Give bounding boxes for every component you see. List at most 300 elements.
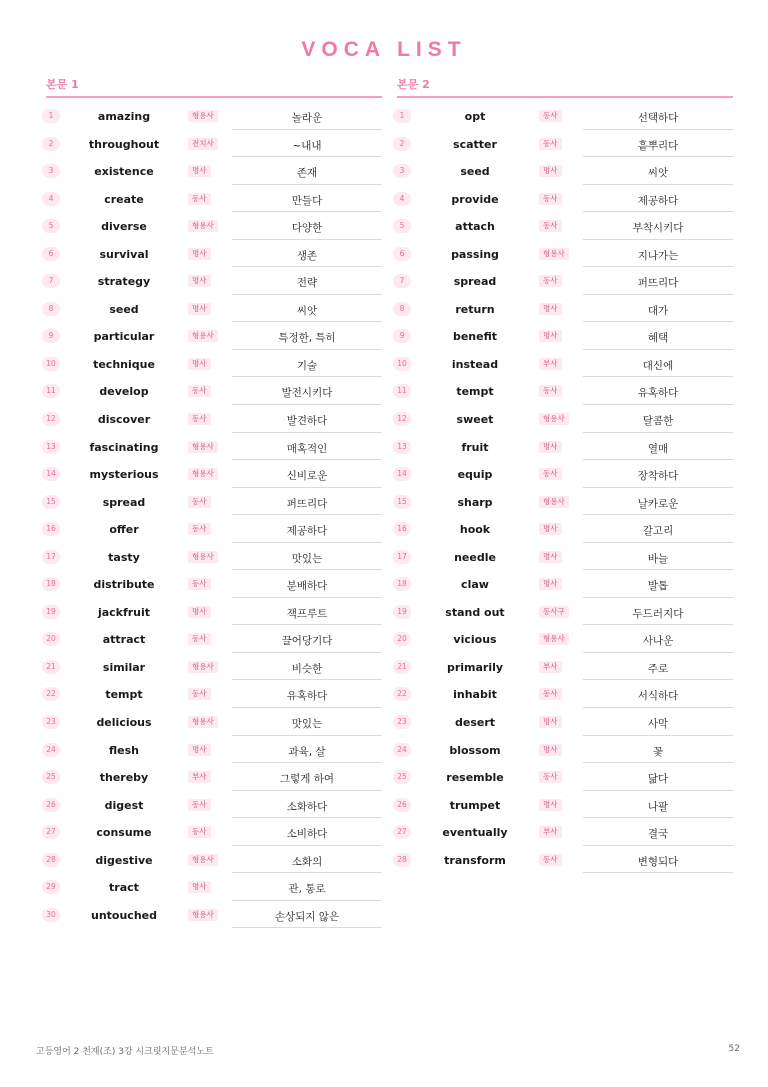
korean-meaning: 사막 <box>647 718 669 731</box>
entry-number: 28 <box>393 853 411 867</box>
vocab-row <box>397 433 733 461</box>
korean-meaning: 혜택 <box>647 332 669 345</box>
part-of-speech-badge: 형용사 <box>539 496 569 508</box>
english-word: benefit <box>452 330 498 344</box>
entry-number: 22 <box>393 687 411 701</box>
korean-meaning: 발견하다 <box>286 415 328 428</box>
korean-meaning: 대가 <box>647 304 669 317</box>
korean-meaning: 존재 <box>296 167 318 180</box>
english-word: tasty <box>108 550 140 564</box>
english-word: distribute <box>93 578 155 592</box>
entry-number: 24 <box>42 743 60 757</box>
entry-number: 1 <box>393 109 411 123</box>
part-of-speech-badge: 형용사 <box>188 661 218 673</box>
english-word: claw <box>461 578 489 592</box>
korean-meaning: 결국 <box>647 828 669 841</box>
korean-meaning: 발톱 <box>647 580 669 593</box>
korean-meaning: 기술 <box>296 359 318 372</box>
entry-number: 27 <box>42 825 60 839</box>
entry-number: 26 <box>42 798 60 812</box>
part-of-speech-badge: 명사 <box>539 523 562 535</box>
vocab-row <box>46 240 382 268</box>
korean-meaning: 두드러지다 <box>632 607 684 620</box>
part-of-speech-badge: 동사 <box>188 633 211 645</box>
vocab-row <box>397 736 733 764</box>
korean-meaning: 유혹하다 <box>286 690 328 703</box>
english-word: develop <box>99 385 149 399</box>
vocab-row <box>397 267 733 295</box>
vocab-row <box>397 488 733 516</box>
korean-meaning: 관, 통로 <box>288 883 326 896</box>
part-of-speech-badge: 동사 <box>188 193 211 205</box>
korean-meaning: 흩뿌리다 <box>637 139 679 152</box>
vocab-row <box>46 212 382 240</box>
entry-number: 4 <box>42 192 60 206</box>
korean-meaning: 전략 <box>296 277 318 290</box>
entry-number: 20 <box>42 632 60 646</box>
entry-number: 18 <box>42 577 60 591</box>
english-word: spread <box>453 275 497 289</box>
entry-number: 19 <box>42 605 60 619</box>
korean-meaning: 지나가는 <box>637 249 679 262</box>
part-of-speech-badge: 명사 <box>539 551 562 563</box>
english-word: instead <box>451 357 499 371</box>
vocab-row <box>397 818 733 846</box>
english-word: offer <box>109 523 139 537</box>
english-word: trumpet <box>449 798 501 812</box>
entry-number: 9 <box>393 329 411 343</box>
entry-number: 22 <box>42 687 60 701</box>
part-of-speech-badge: 부사 <box>539 826 562 838</box>
entry-number: 3 <box>42 164 60 178</box>
korean-meaning: 잭프루트 <box>286 607 328 620</box>
vocab-row <box>46 295 382 323</box>
korean-meaning: 씨앗 <box>647 167 669 180</box>
part-of-speech-badge: 명사 <box>188 881 211 893</box>
entry-number: 10 <box>393 357 411 371</box>
entry-number: 24 <box>393 743 411 757</box>
vocab-row <box>46 736 382 764</box>
part-of-speech-badge: 동사 <box>188 826 211 838</box>
vocab-row <box>397 240 733 268</box>
english-word: seed <box>109 302 139 316</box>
part-of-speech-badge: 형용사 <box>539 633 569 645</box>
korean-meaning: 생존 <box>296 249 318 262</box>
entry-number: 16 <box>393 522 411 536</box>
part-of-speech-badge: 명사 <box>188 358 211 370</box>
entry-number: 21 <box>42 660 60 674</box>
page-title: VOCA LIST <box>301 38 467 61</box>
vocab-row <box>397 791 733 819</box>
korean-meaning: 날카로운 <box>637 497 679 510</box>
entry-number: 29 <box>42 880 60 894</box>
part-of-speech-badge: 동사 <box>188 496 211 508</box>
entry-number: 20 <box>393 632 411 646</box>
entry-number: 4 <box>393 192 411 206</box>
english-word: equip <box>457 468 493 482</box>
entry-number: 12 <box>42 412 60 426</box>
part-of-speech-badge: 동사구 <box>539 606 569 618</box>
part-of-speech-badge: 형용사 <box>188 716 218 728</box>
english-word: tempt <box>456 385 494 399</box>
entry-number: 13 <box>393 440 411 454</box>
footer-source: 고등영어 2 천재(조) 3강 시크릿지문분석노트 <box>36 1047 214 1057</box>
english-word: discover <box>97 413 151 427</box>
korean-meaning: 매혹적인 <box>286 442 328 455</box>
part-of-speech-badge: 부사 <box>539 358 562 370</box>
vocab-row <box>46 598 382 626</box>
korean-meaning: 선택하다 <box>637 112 679 124</box>
korean-meaning: 소화하다 <box>286 800 328 813</box>
korean-meaning: 놀라운 <box>291 112 323 124</box>
part-of-speech-badge: 동사 <box>188 578 211 590</box>
vocab-list <box>397 102 733 873</box>
entry-number: 2 <box>42 137 60 151</box>
entry-number: 1 <box>42 109 60 123</box>
english-word: flesh <box>109 743 139 757</box>
english-word: vicious <box>453 633 497 647</box>
entry-number: 10 <box>42 357 60 371</box>
korean-meaning: 분배하다 <box>286 580 328 593</box>
part-of-speech-badge: 형용사 <box>188 110 218 122</box>
korean-meaning: 장착하다 <box>637 470 679 483</box>
entry-number: 17 <box>393 550 411 564</box>
part-of-speech-badge: 동사 <box>188 523 211 535</box>
entry-number: 19 <box>393 605 411 619</box>
korean-meaning: 과육, 살 <box>288 745 326 758</box>
part-of-speech-badge: 명사 <box>539 165 562 177</box>
english-word: amazing <box>97 110 151 123</box>
part-of-speech-badge: 명사 <box>188 606 211 618</box>
part-of-speech-badge: 동사 <box>539 688 562 700</box>
english-word: desert <box>454 716 496 730</box>
korean-meaning: 유혹하다 <box>637 387 679 400</box>
entry-number: 9 <box>42 329 60 343</box>
entry-number: 14 <box>393 467 411 481</box>
english-word: strategy <box>97 275 151 289</box>
english-word: throughout <box>88 137 160 151</box>
entry-number: 25 <box>42 770 60 784</box>
part-of-speech-badge: 명사 <box>188 165 211 177</box>
part-of-speech-badge: 동사 <box>539 275 562 287</box>
vocab-row <box>397 157 733 185</box>
entry-number: 18 <box>393 577 411 591</box>
vocab-row <box>46 818 382 846</box>
part-of-speech-badge: 명사 <box>539 303 562 315</box>
part-of-speech-badge: 동사 <box>188 413 211 425</box>
part-of-speech-badge: 명사 <box>539 578 562 590</box>
entry-number: 26 <box>393 798 411 812</box>
english-word: technique <box>93 357 155 371</box>
entry-number: 2 <box>393 137 411 151</box>
english-word: fascinating <box>89 440 159 454</box>
row-divider <box>232 927 382 928</box>
part-of-speech-badge: 명사 <box>539 441 562 453</box>
part-of-speech-badge: 전치사 <box>188 138 218 150</box>
vocab-row <box>46 873 382 901</box>
part-of-speech-badge: 부사 <box>188 771 211 783</box>
english-word: eventually <box>442 826 508 840</box>
part-of-speech-badge: 동사 <box>188 799 211 811</box>
korean-meaning: 다양한 <box>291 222 323 235</box>
part-of-speech-badge: 명사 <box>539 330 562 342</box>
entry-number: 30 <box>42 908 60 922</box>
entry-number: 5 <box>42 219 60 233</box>
vocab-row <box>397 350 733 378</box>
part-of-speech-badge: 명사 <box>539 744 562 756</box>
part-of-speech-badge: 형용사 <box>188 468 218 480</box>
korean-meaning: 특정한, 특히 <box>278 332 336 345</box>
vocab-row <box>397 460 733 488</box>
part-of-speech-badge: 명사 <box>539 799 562 811</box>
vocab-row <box>46 460 382 488</box>
korean-meaning: 달콤한 <box>642 415 674 428</box>
entry-number: 25 <box>393 770 411 784</box>
part-of-speech-badge: 동사 <box>539 385 562 397</box>
english-word: provide <box>451 192 499 206</box>
vocab-row <box>46 130 382 158</box>
entry-number: 15 <box>393 495 411 509</box>
part-of-speech-badge: 명사 <box>188 744 211 756</box>
vocab-row <box>397 322 733 350</box>
vocab-row <box>46 543 382 571</box>
part-of-speech-badge: 형용사 <box>188 330 218 342</box>
vocab-row <box>46 570 382 598</box>
part-of-speech-badge: 동사 <box>188 688 211 700</box>
korean-meaning: 그렇게 하여 <box>279 773 335 786</box>
korean-meaning: 제공하다 <box>286 525 328 538</box>
part-of-speech-badge: 형용사 <box>188 220 218 232</box>
vocab-row <box>46 350 382 378</box>
entry-number: 15 <box>42 495 60 509</box>
part-of-speech-badge: 형용사 <box>188 441 218 453</box>
korean-meaning: 맛있는 <box>291 552 323 565</box>
korean-meaning: 씨앗 <box>296 304 318 317</box>
entry-number: 5 <box>393 219 411 233</box>
vocab-section-1 <box>46 78 382 928</box>
english-word: attach <box>455 220 495 234</box>
english-word: similar <box>102 660 146 674</box>
vocab-row <box>397 708 733 736</box>
part-of-speech-badge: 명사 <box>539 716 562 728</box>
korean-meaning: 대신에 <box>642 359 674 372</box>
english-word: needle <box>454 550 496 564</box>
vocab-row <box>397 185 733 213</box>
korean-meaning: 나팔 <box>647 800 669 813</box>
entry-number: 11 <box>393 384 411 398</box>
vocab-row <box>397 130 733 158</box>
part-of-speech-badge: 동사 <box>539 220 562 232</box>
english-word: stand out <box>445 605 505 619</box>
vocab-row <box>46 625 382 653</box>
vocab-row <box>46 708 382 736</box>
part-of-speech-badge: 동사 <box>539 854 562 866</box>
korean-meaning: 퍼뜨리다 <box>286 497 328 510</box>
part-of-speech-badge: 형용사 <box>539 248 569 260</box>
entry-number: 7 <box>393 274 411 288</box>
korean-meaning: 손상되지 않은 <box>274 910 340 923</box>
vocab-row <box>397 763 733 791</box>
english-word: tempt <box>105 688 143 702</box>
vocab-row <box>46 515 382 543</box>
english-word: opt <box>464 110 486 123</box>
entry-number: 23 <box>393 715 411 729</box>
english-word: untouched <box>91 908 157 922</box>
vocab-row <box>46 488 382 516</box>
english-word: existence <box>94 165 154 179</box>
section-heading: 본문 2 <box>397 78 733 98</box>
vocab-row <box>397 680 733 708</box>
entry-number: 3 <box>393 164 411 178</box>
korean-meaning: 주로 <box>647 662 669 675</box>
part-of-speech-badge: 동사 <box>539 110 562 122</box>
english-word: seed <box>460 165 490 179</box>
english-word: jackfruit <box>97 605 151 619</box>
vocab-section-2 <box>397 78 733 873</box>
entry-number: 12 <box>393 412 411 426</box>
entry-number: 13 <box>42 440 60 454</box>
korean-meaning: 신비로운 <box>286 470 328 483</box>
korean-meaning: 소화의 <box>291 855 323 868</box>
korean-meaning: ~내내 <box>292 139 322 152</box>
entry-number: 21 <box>393 660 411 674</box>
vocab-row <box>46 846 382 874</box>
korean-meaning: 꽃 <box>652 745 664 758</box>
part-of-speech-badge: 동사 <box>539 771 562 783</box>
entry-number: 6 <box>393 247 411 261</box>
vocab-row <box>397 653 733 681</box>
korean-meaning: 서식하다 <box>637 690 679 703</box>
korean-meaning: 바늘 <box>647 552 669 565</box>
part-of-speech-badge: 형용사 <box>188 909 218 921</box>
entry-number: 28 <box>42 853 60 867</box>
english-word: scatter <box>453 137 497 151</box>
english-word: survival <box>99 247 149 261</box>
vocab-row <box>46 185 382 213</box>
vocab-row <box>397 598 733 626</box>
english-word: digest <box>104 798 144 812</box>
korean-meaning: 비슷한 <box>291 662 323 675</box>
vocab-row <box>397 377 733 405</box>
english-word: diverse <box>101 220 147 234</box>
part-of-speech-badge: 동사 <box>539 193 562 205</box>
entry-number: 11 <box>42 384 60 398</box>
vocab-row <box>46 680 382 708</box>
korean-meaning: 소비하다 <box>286 828 328 841</box>
entry-number: 27 <box>393 825 411 839</box>
english-word: blossom <box>449 743 501 757</box>
english-word: particular <box>93 330 155 344</box>
entry-number: 14 <box>42 467 60 481</box>
english-word: mysterious <box>89 468 159 482</box>
part-of-speech-badge: 형용사 <box>188 854 218 866</box>
vocab-row <box>46 157 382 185</box>
entry-number: 23 <box>42 715 60 729</box>
english-word: hook <box>459 523 491 537</box>
vocab-row <box>397 295 733 323</box>
part-of-speech-badge: 명사 <box>188 248 211 260</box>
part-of-speech-badge: 동사 <box>539 468 562 480</box>
english-word: digestive <box>95 853 153 867</box>
korean-meaning: 닮다 <box>647 773 669 786</box>
english-word: resemble <box>446 771 504 785</box>
vocab-row <box>46 763 382 791</box>
english-word: primarily <box>446 660 504 674</box>
vocab-row <box>46 405 382 433</box>
vocab-row <box>397 405 733 433</box>
vocab-row <box>397 543 733 571</box>
entry-number: 8 <box>393 302 411 316</box>
korean-meaning: 사나운 <box>642 635 674 648</box>
vocab-row <box>397 846 733 874</box>
part-of-speech-badge: 명사 <box>188 275 211 287</box>
part-of-speech-badge: 형용사 <box>539 413 569 425</box>
entry-number: 17 <box>42 550 60 564</box>
vocab-row <box>397 570 733 598</box>
page-number: 52 <box>728 1044 740 1054</box>
english-word: passing <box>451 247 499 261</box>
part-of-speech-badge: 동사 <box>188 385 211 397</box>
english-word: inhabit <box>453 688 497 702</box>
english-word: attract <box>102 633 146 647</box>
english-word: sharp <box>457 495 493 509</box>
english-word: delicious <box>96 716 152 730</box>
vocab-list <box>46 102 382 928</box>
vocab-row <box>46 322 382 350</box>
english-word: fruit <box>461 440 489 454</box>
vocab-row <box>46 791 382 819</box>
korean-meaning: 갈고리 <box>642 525 674 538</box>
korean-meaning: 끌어당기다 <box>281 635 333 648</box>
korean-meaning: 변형되다 <box>637 855 679 868</box>
section-heading: 본문 1 <box>46 78 382 98</box>
vocab-row <box>397 625 733 653</box>
korean-meaning: 열매 <box>647 442 669 455</box>
english-word: sweet <box>456 413 494 427</box>
entry-number: 8 <box>42 302 60 316</box>
korean-meaning: 제공하다 <box>637 194 679 207</box>
korean-meaning: 맛있는 <box>291 718 323 731</box>
vocab-row <box>46 267 382 295</box>
entry-number: 6 <box>42 247 60 261</box>
row-divider <box>583 872 733 873</box>
vocab-row <box>397 515 733 543</box>
vocab-row <box>46 901 382 929</box>
part-of-speech-badge: 부사 <box>539 661 562 673</box>
korean-meaning: 발전시키다 <box>281 387 333 400</box>
vocab-row <box>46 102 382 130</box>
english-word: transform <box>444 853 506 867</box>
vocab-row <box>46 653 382 681</box>
korean-meaning: 부착시키다 <box>632 222 684 235</box>
english-word: consume <box>96 826 152 840</box>
english-word: spread <box>102 495 146 509</box>
english-word: thereby <box>99 771 149 785</box>
part-of-speech-badge: 동사 <box>539 138 562 150</box>
korean-meaning: 퍼뜨리다 <box>637 277 679 290</box>
korean-meaning: 만들다 <box>291 194 323 207</box>
vocab-row <box>397 102 733 130</box>
vocab-row <box>397 212 733 240</box>
english-word: tract <box>109 881 139 895</box>
entry-number: 16 <box>42 522 60 536</box>
vocab-row <box>46 377 382 405</box>
vocab-row <box>46 433 382 461</box>
part-of-speech-badge: 명사 <box>188 303 211 315</box>
english-word: return <box>455 302 495 316</box>
part-of-speech-badge: 형용사 <box>188 551 218 563</box>
english-word: create <box>104 192 144 206</box>
